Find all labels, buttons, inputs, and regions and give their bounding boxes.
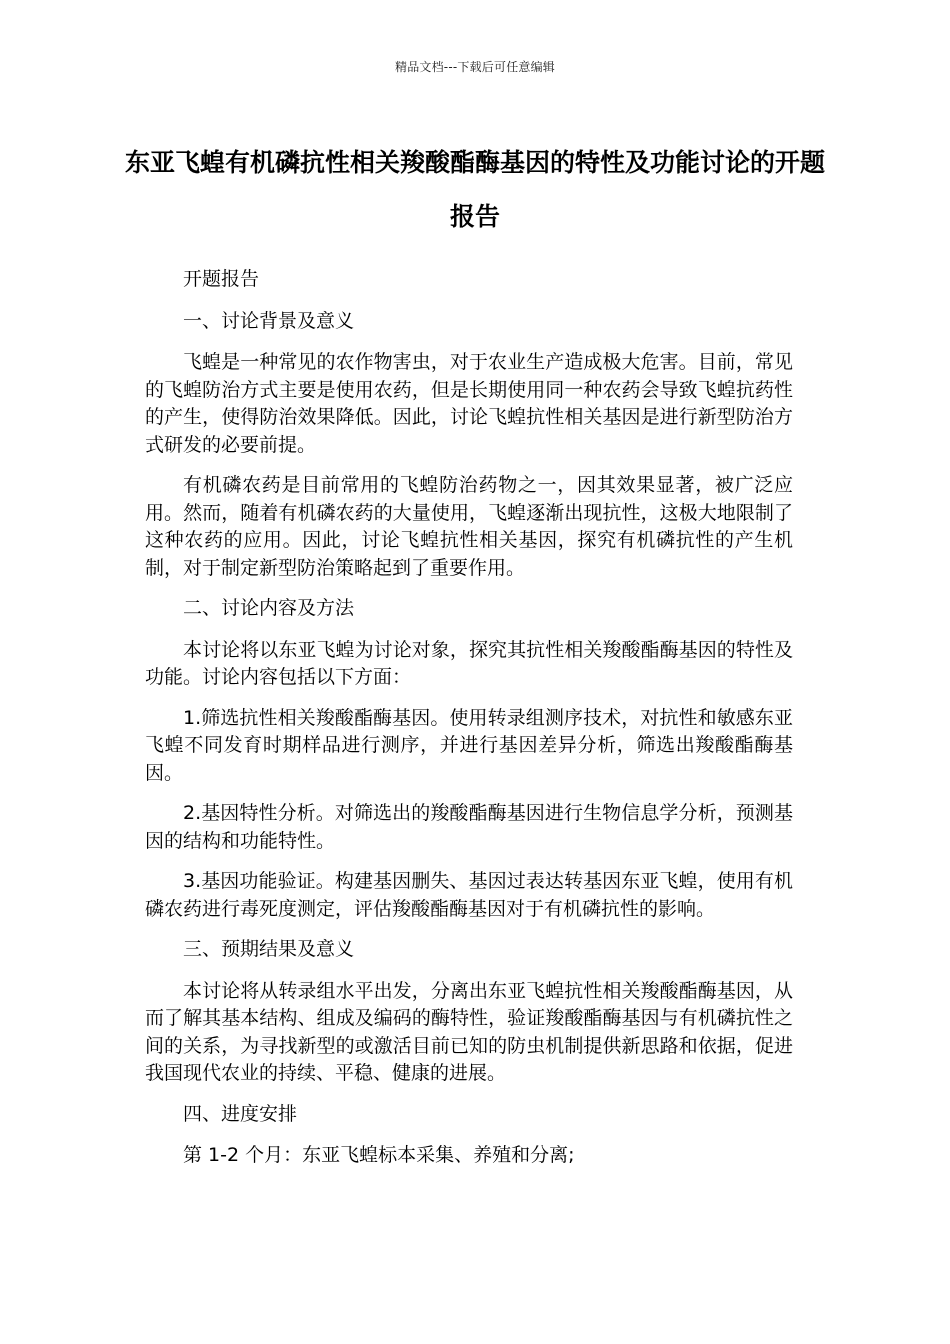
document-body [145,266,793,1183]
section-2-item-3: 3.基因功能验证。构建基因删失、基因过表达转基因东亚飞蝗，使用有机磷农药进行毒死度测定，评估羧酸酯酶基因对于有机磷抗性的影响。 [145,870,793,920]
section-2-item-1: 1.筛选抗性相关羧酸酯酶基因。使用转录组测序技术，对抗性和敏感东亚飞蝗不同发育时期样品进行测序，并进行基因差异分析，筛选出羧酸酯酶基因。 [145,706,793,784]
section-1-paragraph-2: 有机磷农药是目前常用的飞蝗防治药物之一，因其效果显著，被广泛应用。然而，随着有机磷农药的大量使用，飞蝗逐渐出现抗性，这极大地限制了这种农药的应用。因此，讨论飞蝗抗性相关基因，探究有机磷抗性的产生机制，对于制定新型防治策略起到了重要作用。 [145,474,793,579]
section-4-item-1: 第 1-2 个月：东亚飞蝗标本采集、养殖和分离; [183,1144,575,1166]
section-4-heading: 四、进度安排 [183,1102,298,1125]
report-label: 开题报告 [183,268,260,290]
page-header-note: 精品文档---下载后可任意编辑 [395,60,555,74]
section-3-paragraph: 本讨论将从转录组水平出发，分离出东亚飞蝗抗性相关羧酸酯酶基因，从而了解其基本结构、组成及编码的酶特性，验证羧酸酯酶基因与有机磷抗性之间的关系，为寻找新型的或激活目前已知的防虫机制提供新思路和依据，促进我国现代农业的持续、平稳、健康的进展。 [145,979,793,1084]
document-title: 东亚飞蝗有机磷抗性相关羧酸酯酶基因的特性及功能讨论的开题报告 [124,148,825,231]
section-1-paragraph-1: 飞蝗是一种常见的农作物害虫，对于农业生产造成极大危害。目前，常见的飞蝗防治方式主要是使用农药，但是长期使用同一种农药会导致飞蝗抗药性的产生，使得防治效果降低。因此，讨论飞蝗抗性相关基因是进行新型防治方式研发的必要前提。 [145,351,793,456]
section-2-heading: 二、讨论内容及方法 [183,597,355,619]
section-1-heading: 一、讨论背景及意义 [183,309,355,332]
section-2-intro: 本讨论将以东亚飞蝗为讨论对象，探究其抗性相关羧酸酯酶基因的特性及功能。讨论内容包括以下方面： [145,638,793,688]
section-3-heading: 三、预期结果及意义 [183,938,355,960]
section-2-item-2: 2.基因特性分析。对筛选出的羧酸酯酶基因进行生物信息学分析，预测基因的结构和功能特性。 [145,802,793,852]
